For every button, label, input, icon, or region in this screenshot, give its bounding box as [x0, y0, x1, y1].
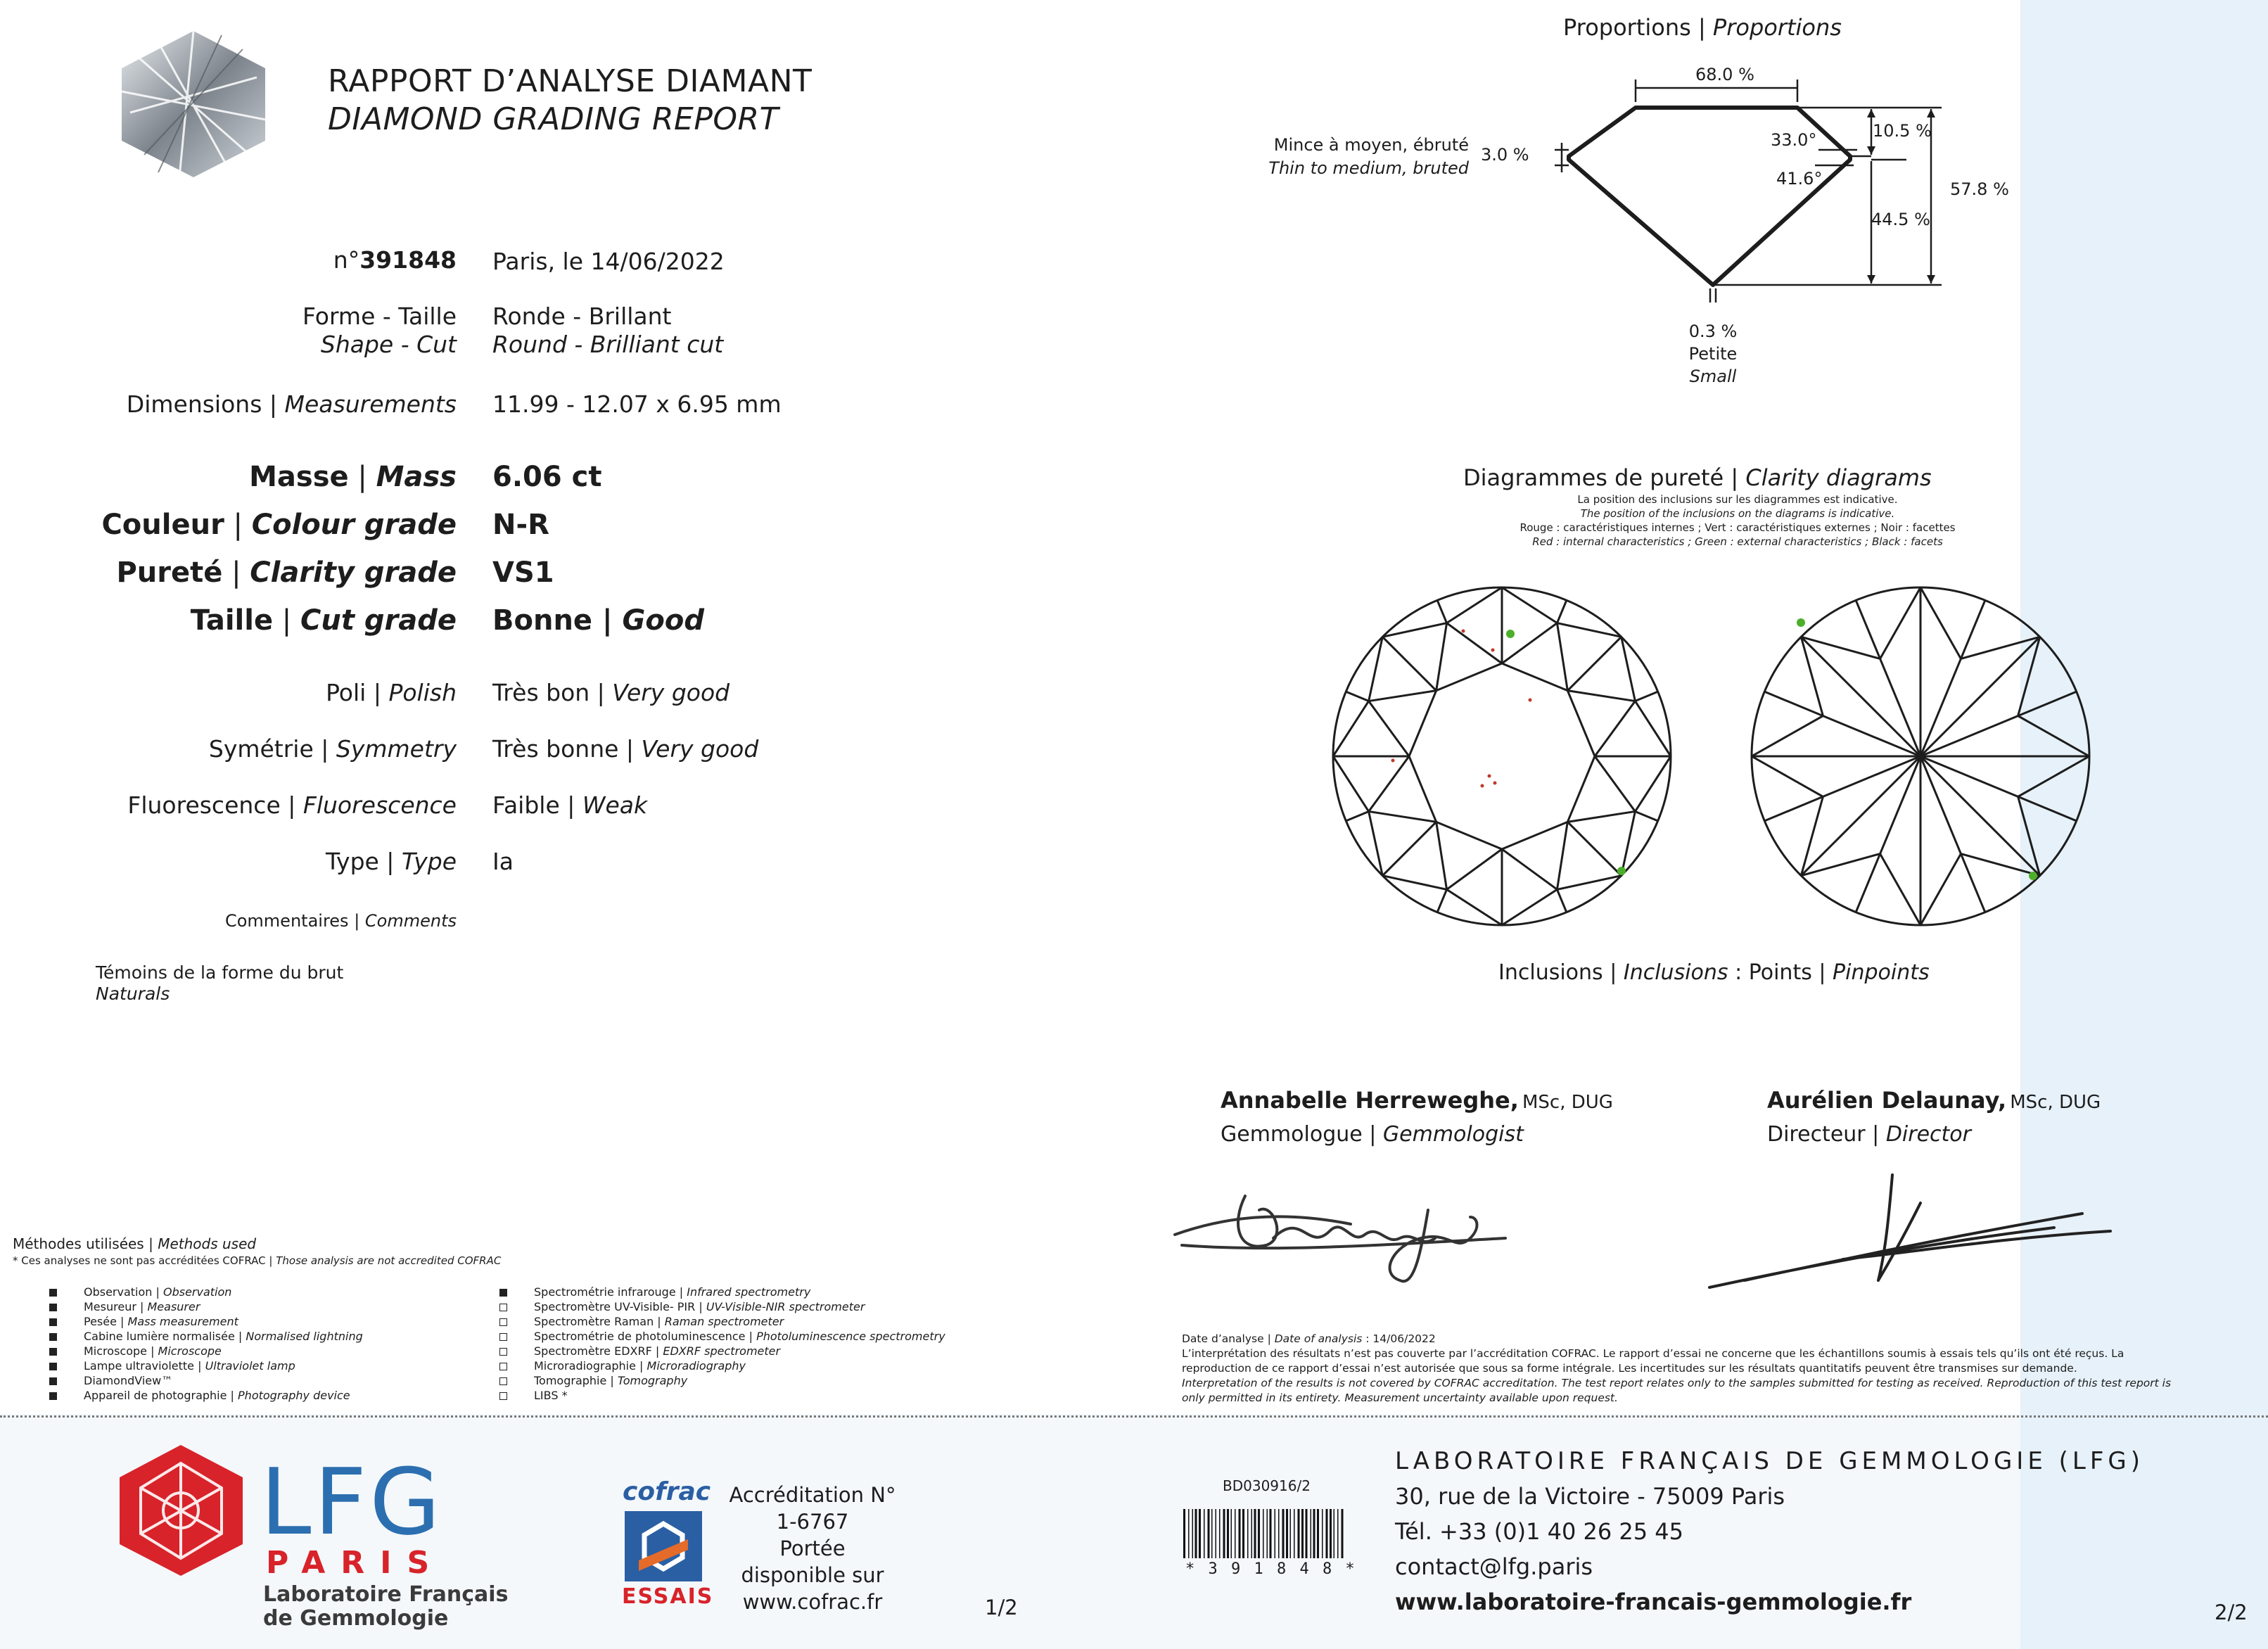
crown-clarity-diagram — [1326, 580, 1678, 932]
signatory-2: Aurélien Delaunay, MSc, DUG Directeur | Director — [1767, 1087, 2101, 1147]
method-item: Lampe ultraviolette | Ultraviolet lamp — [49, 1358, 363, 1373]
checked-box-icon — [49, 1304, 57, 1311]
external-characteristic-mark — [1506, 630, 1515, 638]
colour-label: Couleur | Colour grade — [101, 509, 457, 541]
report-title-fr: RAPPORT D’ANALYSE DIAMANT — [328, 63, 813, 99]
clarity-value: VS1 — [492, 556, 554, 589]
lab-email[interactable]: contact@lfg.paris — [1395, 1553, 1593, 1580]
barcode-bar — [1263, 1509, 1264, 1558]
unchecked-box-icon — [499, 1377, 507, 1385]
method-item: Microscope | Microscope — [49, 1344, 363, 1358]
inclusions-legend: Inclusions | Inclusions : Points | Pinpoints — [1498, 960, 1930, 985]
unchecked-box-icon — [499, 1304, 507, 1311]
polish-value: Très bon | Very good — [492, 679, 730, 706]
pavilion-lower-girdle-edge — [2018, 796, 2077, 820]
barcode-bar — [1195, 1509, 1197, 1558]
barcode-bar — [1258, 1509, 1260, 1558]
lfg-paris: PARIS — [266, 1545, 445, 1581]
internal-pinpoint-mark — [1462, 630, 1465, 633]
pavilion-depth: 44.5 % — [1871, 210, 1930, 229]
method-item: Spectrométrie infrarouge | Infrared spectrometry — [499, 1285, 945, 1299]
clarity-label: Pureté | Clarity grade — [116, 556, 457, 589]
polish-label: Poli | Polish — [326, 679, 457, 706]
barcode-bar — [1242, 1509, 1244, 1558]
methods-title: Méthodes utilisées | Methods used — [13, 1235, 257, 1252]
barcode-bar — [1326, 1509, 1328, 1558]
report-number: n°391848 — [333, 246, 457, 274]
footer-divider — [0, 1415, 2268, 1418]
colour-value: N-R — [492, 509, 549, 541]
method-item: Spectromètre UV-Visible- PIR | UV-Visible-NIR spectrometer — [499, 1299, 945, 1314]
crown-upper-girdle-edge — [1346, 811, 1368, 820]
method-item: Cabine lumière normalisée | Normalised lightning — [49, 1329, 363, 1344]
pavilion-clarity-diagram — [1745, 580, 2096, 932]
crown-star-facet — [1567, 756, 1635, 822]
crown-star-facet — [1502, 822, 1567, 889]
pavilion-lower-girdle-edge — [1764, 796, 1823, 820]
barcode-bar — [1278, 1509, 1280, 1558]
method-item: Spectromètre EDXRF | EDXRF spectrometer — [499, 1344, 945, 1358]
barcode-bar — [1286, 1509, 1288, 1558]
method-item: Spectromètre Raman | Raman spectrometer — [499, 1314, 945, 1329]
clarity-diagrams-title: Diagrammes de pureté | Clarity diagrams — [1463, 464, 1932, 491]
barcode-bar — [1270, 1509, 1272, 1558]
proportions-diagram — [1541, 60, 2033, 341]
barcode-bar — [1275, 1509, 1276, 1558]
crown-upper-girdle-edge — [1557, 889, 1566, 912]
signatory-1: Annabelle Herreweghe, MSc, DUG Gemmologue | Gemmologist — [1221, 1087, 1613, 1147]
barcode-bar — [1219, 1509, 1221, 1558]
method-item: Tomographie | Tomography — [499, 1373, 945, 1388]
lab-address: 30, rue de la Victoire - 75009 Paris — [1395, 1483, 1785, 1510]
barcode-bar — [1334, 1509, 1335, 1558]
fluorescence-value: Faible | Weak — [492, 791, 648, 819]
pavilion-lower-girdle-edge — [1856, 854, 1880, 912]
pavilion-facets — [1752, 587, 2089, 925]
lfg-gem-logo — [116, 1442, 246, 1579]
signature-herreweghe — [1168, 1168, 1534, 1294]
mass-value: 6.06 ct — [492, 461, 602, 493]
girdle-description: Mince à moyen, ébruté Thin to medium, bruted — [1268, 135, 1469, 178]
barcode-bar — [1251, 1509, 1253, 1558]
lfg-wordmark: LFG — [260, 1449, 443, 1555]
type-label: Type | Type — [326, 848, 457, 875]
lab-name: LABORATOIRE FRANÇAIS DE GEMMOLOGIE (LFG) — [1395, 1447, 2144, 1475]
barcode-bar — [1208, 1509, 1210, 1558]
pavilion-lower-girdle-edge — [1961, 854, 1984, 912]
method-item: Pesée | Mass measurement — [49, 1314, 363, 1329]
checked-box-icon — [49, 1392, 57, 1400]
barcode-bar — [1188, 1509, 1190, 1558]
internal-pinpoint-mark — [1491, 649, 1495, 652]
barcode-bar — [1223, 1509, 1225, 1558]
external-characteristic-mark — [2029, 872, 2037, 880]
barcode-bar — [1211, 1509, 1213, 1558]
barcode-bar — [1183, 1509, 1185, 1558]
barcode-bar — [1311, 1509, 1312, 1558]
crown-star-facet — [1369, 691, 1436, 756]
methods-note: * Ces analyses ne sont pas accréditées COFRAC | Those analysis are not accredited COFRAC — [13, 1254, 502, 1267]
barcode-bar — [1298, 1509, 1300, 1558]
crown-upper-girdle-edge — [1635, 692, 1657, 701]
barcode-bar — [1239, 1509, 1241, 1558]
barcode-bar — [1247, 1509, 1249, 1558]
unchecked-box-icon — [499, 1318, 507, 1326]
barcode-bar — [1317, 1509, 1319, 1558]
culet-description: 0.3 % Petite Small — [1688, 321, 1738, 386]
barcode-bar — [1231, 1509, 1232, 1558]
crown-kite-edge — [1382, 637, 1436, 690]
unchecked-box-icon — [499, 1333, 507, 1341]
crown-star-facet — [1369, 756, 1436, 822]
internal-pinpoint-mark — [1529, 699, 1532, 702]
barcode-bar — [1235, 1509, 1236, 1558]
crown-table-facet — [1409, 663, 1595, 849]
symmetry-label: Symétrie | Symmetry — [208, 735, 457, 763]
symmetry-value: Très bonne | Very good — [492, 735, 759, 763]
crown-kite-edge — [1382, 822, 1436, 875]
method-item: Microradiographie | Microradiography — [499, 1358, 945, 1373]
total-depth: 57.8 % — [1950, 179, 2009, 199]
cofrac-logo-icon — [625, 1511, 702, 1581]
barcode-bar — [1342, 1509, 1344, 1558]
methods-list-right — [499, 1285, 945, 1403]
crown-angle: 33.0° — [1771, 130, 1817, 150]
barcode — [1182, 1509, 1358, 1558]
barcode-bar — [1192, 1509, 1194, 1558]
shape-label: Forme - Taille Shape - Cut — [302, 303, 457, 358]
lab-website[interactable]: www.laboratoire-francais-gemmologie.fr — [1395, 1588, 1912, 1615]
external-characteristic-mark — [1797, 618, 1805, 627]
method-item: DiamondView™ — [49, 1373, 363, 1388]
comments-label: Commentaires | Comments — [224, 911, 457, 931]
pavilion-angle: 41.6° — [1776, 169, 1823, 189]
barcode-bar — [1306, 1509, 1308, 1558]
report-title-en: DIAMOND GRADING REPORT — [328, 101, 779, 137]
place-date: Paris, le 14/06/2022 — [492, 248, 725, 275]
crown-star-facet — [1436, 623, 1502, 691]
methods-list-left — [49, 1285, 363, 1403]
internal-pinpoint-mark — [1488, 775, 1491, 778]
method-item: Spectrométrie de photoluminescence | Photoluminescence spectrometry — [499, 1329, 945, 1344]
signature-delaunay — [1702, 1161, 2124, 1301]
crown-upper-girdle-edge — [1437, 889, 1446, 912]
disclaimer-text: Date d’analyse | Date of analysis : 14/06/2022 L’interprétation des résultats n’est pas couverte par l’accréditation COFRAC. Le rapport d’essai ne concerne que les échantillons soumis à essais tels qu’ils ont été reçus. La reproduction de ce rapport d’essai n’est autorisée que sous sa forme intégrale. Les incertitudes sur les résultats quantitatifs peuvent être transmises sur demande. Interpretation of the results is not covered by COFRAC accreditation. The test report relates only to the samples submitted for testing as received. Reproduction of this test report is only permitted in its entirety. Measurement uncertainty available upon request. — [1182, 1332, 2172, 1404]
crown-kite-edge — [1567, 637, 1621, 690]
cofrac-essais: ESSAIS — [622, 1584, 714, 1609]
method-item: LIBS * — [499, 1388, 945, 1403]
unchecked-box-icon — [499, 1392, 507, 1400]
barcode-bar — [1301, 1509, 1304, 1558]
method-item: Appareil de photographie | Photography device — [49, 1388, 363, 1403]
pavilion-main-edge — [1920, 756, 2040, 876]
checked-box-icon — [49, 1377, 57, 1385]
crown-upper-girdle-edge — [1557, 600, 1566, 623]
type-value: Ia — [492, 848, 514, 875]
barcode-bar — [1254, 1509, 1256, 1558]
naturals-comment: Témoins de la forme du brut Naturals — [96, 962, 344, 1004]
barcode-bar — [1267, 1509, 1268, 1558]
pavilion-main-edge — [1801, 756, 1920, 876]
unchecked-box-icon — [499, 1348, 507, 1356]
checked-box-icon — [49, 1289, 57, 1297]
barcode-bar — [1204, 1509, 1205, 1558]
internal-pinpoint-mark — [1391, 759, 1395, 763]
cofrac-accreditation: Accréditation N° 1-6767 Portée disponible sur www.cofrac.fr — [729, 1483, 896, 1614]
crown-height: 10.5 % — [1873, 121, 1932, 141]
barcode-bar — [1294, 1509, 1295, 1558]
measurements-value: 11.99 - 12.07 x 6.95 mm — [492, 390, 782, 418]
crown-upper-girdle-edge — [1437, 600, 1446, 623]
clarity-diagrams-notes: La position des inclusions sur les diagrammes est indicative. The position of the inclusions on the diagrams is indicative. Rouge : caractéristiques internes ; Vert : caractéristiques externes ; Noir : facettes Red : internal characteristics ; Green : external characteristics ; Black : facets — [1520, 493, 1956, 548]
pavilion-lower-girdle-edge — [1961, 600, 1984, 658]
lab-phone: Tél. +33 (0)1 40 26 25 45 — [1395, 1518, 1683, 1545]
crown-star-facet — [1567, 691, 1635, 756]
barcode-bar — [1337, 1509, 1339, 1558]
pavilion-lower-girdle-edge — [1764, 692, 1823, 715]
method-item: Mesureur | Measurer — [49, 1299, 363, 1314]
table-percent: 68.0 % — [1695, 65, 1754, 84]
page-number-right: 2/2 — [2215, 1600, 2248, 1624]
page-number-left: 1/2 — [985, 1596, 1018, 1619]
girdle-percent: 3.0 % — [1481, 145, 1529, 165]
pavilion-lower-girdle-edge — [2018, 692, 2077, 715]
internal-pinpoint-mark — [1481, 784, 1484, 788]
checked-box-icon — [49, 1318, 57, 1326]
unchecked-box-icon — [499, 1363, 507, 1370]
barcode-reference: BD030916/2 — [1223, 1477, 1311, 1494]
barcode-bar — [1282, 1509, 1285, 1558]
crown-upper-girdle-edge — [1635, 811, 1657, 820]
external-characteristic-mark — [1617, 867, 1626, 875]
pavilion-main-edge — [1920, 637, 2040, 756]
barcode-bar — [1290, 1509, 1292, 1558]
pavilion-lower-girdle-edge — [1856, 600, 1880, 658]
cut-grade-label: Taille | Cut grade — [190, 604, 457, 637]
checked-box-icon — [49, 1333, 57, 1341]
measurements-label: Dimensions | Measurements — [126, 390, 457, 418]
crown-kite-edge — [1567, 822, 1621, 875]
fluorescence-label: Fluorescence | Fluorescence — [127, 791, 457, 819]
checked-box-icon — [49, 1348, 57, 1356]
mass-label: Masse | Mass — [249, 461, 457, 493]
checked-box-icon — [49, 1363, 57, 1370]
barcode-bar — [1216, 1509, 1217, 1558]
barcode-bar — [1199, 1509, 1201, 1558]
lab-contact-block — [1395, 1444, 2144, 1619]
barcode-bar — [1330, 1509, 1332, 1558]
dimension-lines — [1555, 79, 1942, 303]
barcode-bar — [1313, 1509, 1315, 1558]
internal-pinpoint-mark — [1493, 782, 1497, 785]
method-item: Observation | Observation — [49, 1285, 363, 1299]
cut-grade-value: Bonne | Good — [492, 604, 704, 637]
barcode-bar — [1227, 1509, 1229, 1558]
pavilion-main-edge — [1801, 637, 1920, 756]
crown-star-facet — [1436, 822, 1502, 889]
proportions-title: Proportions | Proportions — [1563, 14, 1842, 41]
diamond-hexagon-logo — [116, 28, 271, 179]
barcode-digits: * 3 9 1 8 4 8 * — [1185, 1560, 1357, 1578]
checked-box-icon — [499, 1289, 507, 1297]
barcode-bar — [1322, 1509, 1323, 1558]
cofrac-wordmark: cofrac — [623, 1477, 711, 1506]
crown-upper-girdle-edge — [1346, 692, 1368, 701]
shape-value: Ronde - Brillant Round - Brilliant cut — [492, 303, 724, 358]
lfg-subtitle: Laboratoire Français de Gemmologie — [263, 1582, 509, 1631]
